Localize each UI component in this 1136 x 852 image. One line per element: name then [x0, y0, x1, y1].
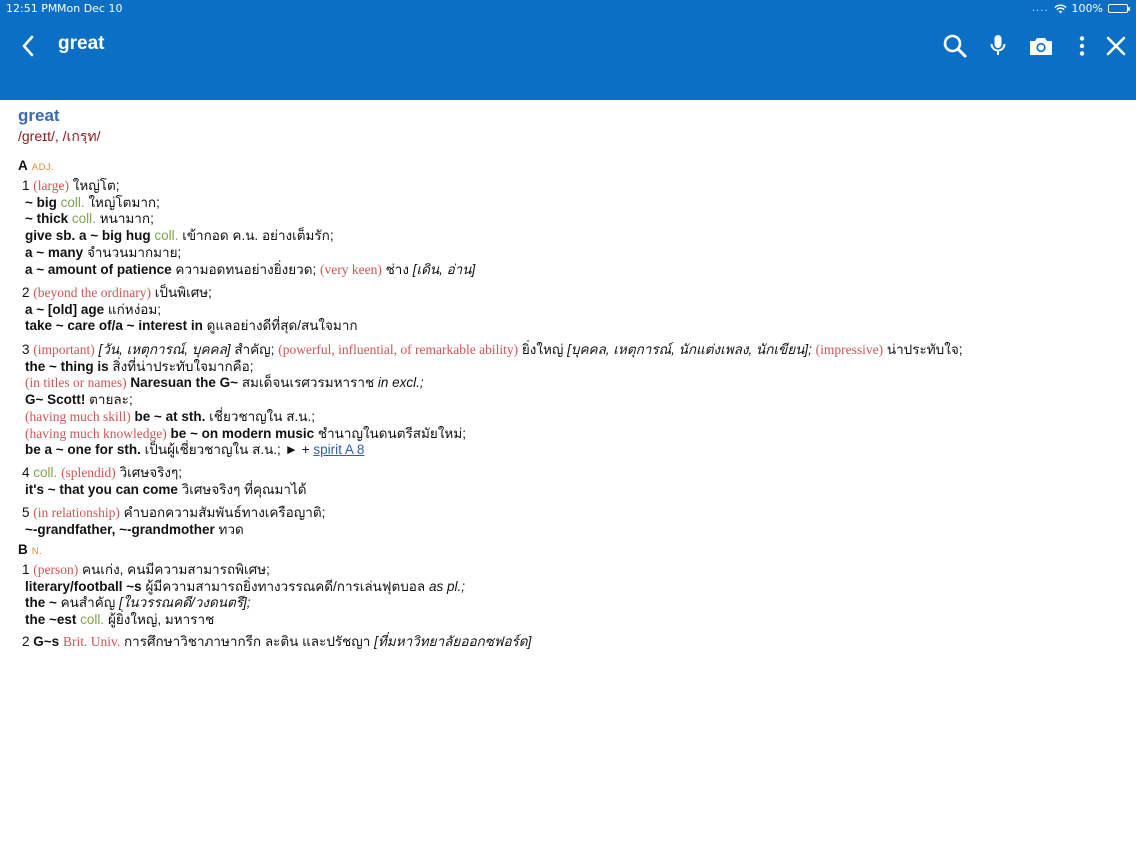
- thai-translation: คนเก่ง, คนมีความสามารถพิเศษ;: [82, 562, 270, 577]
- close-button[interactable]: [1100, 30, 1132, 62]
- thai-translation: เป็นพิเศษ;: [154, 285, 212, 300]
- sense-line: [22, 465, 307, 482]
- gloss: (large): [33, 178, 70, 193]
- wifi-icon: [1054, 4, 1067, 14]
- sense-number: 1: [22, 178, 30, 193]
- phrase: G~s: [33, 634, 60, 649]
- example-line: [22, 318, 358, 335]
- gloss: (important): [33, 342, 95, 357]
- thai-translation: จำนวนมากมาย;: [86, 244, 182, 260]
- sense-a1: [22, 178, 475, 278]
- gloss: (very keen): [319, 261, 382, 277]
- example-line: [22, 595, 465, 612]
- back-button[interactable]: [14, 32, 42, 60]
- example-line: [22, 579, 465, 596]
- search-icon: [942, 33, 968, 59]
- sense-number: 5: [22, 505, 30, 520]
- more-options-button[interactable]: [1066, 30, 1098, 62]
- chevron-left-icon: [21, 35, 35, 57]
- sense-b1: [22, 562, 465, 629]
- thai-translation: คำบอกความสัมพันธ์ทางเครือญาติ;: [123, 505, 326, 520]
- example-line: [22, 195, 475, 212]
- gloss: (beyond the ordinary): [33, 285, 151, 300]
- thai-translation: ชำนาญในดนตรีสมัยใหม่;: [317, 425, 466, 441]
- usage-label: Brit. Univ.: [62, 634, 121, 649]
- page-title: great: [58, 33, 105, 54]
- usage-label: coll.: [80, 612, 105, 628]
- phrase: be ~ on modern music: [170, 425, 315, 441]
- thai-translation: การศึกษาวิชาภาษากรีก ละติน และปรัชญา: [123, 634, 371, 649]
- headword: great: [18, 106, 60, 125]
- more-vertical-icon: [1078, 35, 1086, 57]
- gloss: (in titles or names): [25, 375, 127, 391]
- example-line: [22, 426, 962, 443]
- thai-translation: สิ่งที่น่าประทับใจมากคือ;: [112, 358, 254, 374]
- sense-a5: [22, 505, 325, 538]
- thai-translation: ใหญ่โต;: [72, 178, 120, 193]
- thai-translation: วิเศษจริงๆ;: [119, 465, 182, 480]
- thai-translation: คนสำคัญ: [60, 595, 116, 611]
- sense-number: 2: [22, 285, 30, 300]
- phrase: a ~ [old] age: [25, 301, 105, 317]
- thai-translation: เชี่ยวชาญใน ส.น.;: [209, 408, 315, 424]
- phrase: it's ~ that you can come: [25, 481, 178, 497]
- phrase: be a ~ one for sth.: [25, 442, 141, 458]
- thai-translation: แก่หง่อม;: [107, 301, 162, 317]
- gloss: (in relationship): [33, 505, 120, 520]
- gloss: (person): [33, 562, 79, 577]
- phrase: the ~: [25, 595, 57, 611]
- example-line: [22, 228, 475, 245]
- phrase: a ~ amount of patience: [25, 261, 172, 277]
- gloss: (impressive): [815, 342, 884, 357]
- gloss: (having much skill): [25, 408, 131, 424]
- status-time: 12:51 PM: [6, 2, 58, 15]
- usage-note: [ที่มหาวิทยาลัยออกซฟอร์ด]: [374, 634, 532, 649]
- example-line: [22, 442, 962, 459]
- close-icon: [1105, 35, 1127, 57]
- phrase: ~ big: [25, 194, 57, 210]
- example-line: [22, 375, 962, 392]
- usage-note: [ในวรรณคดี/วงดนตรี];: [119, 595, 251, 611]
- sense-line: [22, 562, 465, 579]
- phrase: the ~est: [25, 612, 77, 628]
- example-line: [22, 392, 962, 409]
- usage-note: as pl.;: [428, 578, 465, 594]
- microphone-icon: [988, 33, 1008, 59]
- dictionary-entry: [0, 100, 1136, 852]
- battery-icon: [1108, 4, 1128, 13]
- sense-a4: [22, 465, 307, 498]
- phrase: literary/football ~s: [25, 578, 142, 594]
- phrase: G~ Scott!: [25, 392, 86, 408]
- camera-button[interactable]: [1025, 30, 1057, 62]
- sense-number: 2: [22, 634, 30, 649]
- sense-number: 1: [22, 562, 30, 577]
- sense-line: [22, 342, 962, 359]
- usage-label: coll.: [154, 228, 179, 244]
- usage-label: coll.: [60, 194, 85, 210]
- pos-section-a: [18, 158, 54, 177]
- voice-search-button[interactable]: [982, 30, 1014, 62]
- thai-translation: ยิ่งใหญ่: [521, 342, 564, 357]
- thai-translation: เข้ากอด ค.น. อย่างเต็มรัก;: [182, 228, 334, 244]
- thai-translation: ดูแลอย่างดีที่สุด/สนใจมาก: [206, 318, 358, 334]
- pos-letter: A: [18, 158, 28, 173]
- thai-translation: สมเด็จนเรศวรมหาราช: [241, 375, 375, 391]
- thai-translation: ใหญ่โตมาก;: [88, 194, 160, 210]
- sense-line: [22, 634, 531, 651]
- gloss: (having much knowledge): [25, 425, 167, 441]
- thai-translation: เป็นผู้เชี่ยวชาญใน ส.น.;: [144, 442, 281, 458]
- usage-note: [บุคคล, เหตุการณ์, นักแต่งเพลง, นักเขียน];: [567, 342, 812, 357]
- phrase: ~ thick: [25, 211, 69, 227]
- usage-label: coll.: [33, 465, 58, 480]
- pos-letter: B: [18, 542, 28, 557]
- example-line: [22, 262, 475, 279]
- status-right: [1032, 0, 1128, 17]
- xref-arrow: ► +: [284, 442, 310, 458]
- battery-percent: 100%: [1071, 2, 1103, 15]
- thai-translation: วิเศษจริงๆ ที่คุณมาได้: [181, 481, 307, 497]
- gloss: (splendid): [61, 465, 116, 480]
- pos-label: ADJ.: [31, 162, 55, 173]
- phrase: Naresuan the G~: [130, 375, 239, 391]
- phrase: give sb. a ~ big hug: [25, 228, 151, 244]
- example-line: [22, 245, 475, 262]
- thai-translation: ตายละ;: [89, 392, 133, 408]
- thai-translation: หนามาก;: [99, 211, 154, 227]
- thai-translation: สำคัญ;: [234, 342, 275, 357]
- status-date: Mon Dec 10: [57, 2, 123, 15]
- sense-a3: [22, 342, 962, 459]
- pos-label: N.: [31, 546, 43, 557]
- sense-a2: [22, 285, 358, 335]
- usage-note: [วัน, เหตุการณ์, บุคคล]: [98, 342, 231, 357]
- thai-translation: ผู้มีความสามารถยิ่งทางวรรณคดี/การเล่นฟุตบอล: [145, 578, 426, 594]
- sense-line: [22, 178, 475, 195]
- gloss: (powerful, influential, of remarkable ability): [278, 342, 519, 357]
- phrase: ~-grandfather, ~-grandmother: [25, 521, 215, 537]
- pronunciation: /greɪt/, /เกรฺท/: [18, 128, 101, 144]
- status-bar: [0, 0, 1136, 18]
- example-line: [22, 359, 962, 376]
- thai-translation: ช่าง: [385, 261, 409, 277]
- thai-translation: ทวด: [218, 521, 244, 537]
- thai-translation: ผู้ยิ่งใหญ่, มหาราช: [107, 612, 215, 628]
- app-header: [0, 0, 1136, 100]
- usage-note: in excl.;: [377, 375, 424, 391]
- example-line: [22, 522, 325, 539]
- example-line: [22, 612, 465, 629]
- sense-b2: [22, 634, 531, 651]
- example-line: [22, 211, 475, 228]
- nav-bar: [0, 28, 1136, 64]
- sense-line: [22, 285, 358, 302]
- thai-translation: ความอดทนอย่างยิ่งยวด;: [175, 261, 317, 277]
- camera-icon: [1028, 35, 1054, 57]
- phrase: be ~ at sth.: [134, 408, 206, 424]
- example-line: [22, 482, 307, 499]
- phrase: the ~ thing is: [25, 358, 109, 374]
- search-button[interactable]: [939, 30, 971, 62]
- example-line: [22, 409, 962, 426]
- sense-line: [22, 505, 325, 522]
- usage-note: [เดิน, อ่าน]: [412, 261, 476, 277]
- sense-number: 4: [22, 465, 30, 480]
- thai-translation: น่าประทับใจ;: [886, 342, 963, 357]
- sense-number: 3: [22, 342, 30, 357]
- pos-section-b: [18, 542, 42, 561]
- signal-dots: ....: [1031, 3, 1049, 14]
- phrase: take ~ care of/a ~ interest in: [25, 318, 203, 334]
- phrase: a ~ many: [25, 244, 84, 260]
- cross-reference-link[interactable]: spirit A 8: [313, 442, 365, 458]
- example-line: [22, 302, 358, 319]
- usage-label: coll.: [71, 211, 96, 227]
